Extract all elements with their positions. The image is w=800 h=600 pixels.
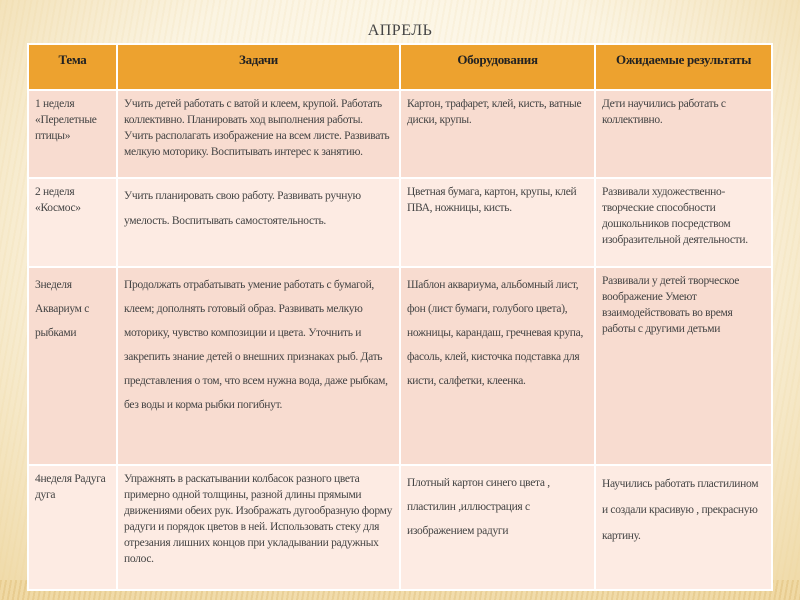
cell-tasks: Учить детей работать с ватой и клеем, крупой. Работать коллективно. Планировать ход выполнения работы. Учить располагать изображение на всем листе. Развивать мелкую моторику. Воспитывать интерес к занятию. [117, 90, 400, 178]
header-theme: Тема [28, 44, 117, 90]
table-row [28, 90, 772, 178]
cell-theme: 1 неделя «Перелетные птицы» [28, 90, 117, 178]
table-header-row [28, 44, 772, 90]
cell-equipment: Цветная бумага, картон, крупы, клей ПВА, ножницы, кисть. [400, 178, 595, 267]
header-results: Ожидаемые результаты [595, 44, 772, 90]
table-row [28, 178, 772, 267]
cell-equipment: Плотный картон синего цвета , пластилин ,иллюстрация с изображением радуги [400, 465, 595, 590]
cell-results: Научились работать пластилином и создали красивую , прекрасную картину. [595, 465, 772, 590]
plan-table [27, 43, 773, 591]
cell-equipment: Картон, трафарет, клей, кисть, ватные диски, крупы. [400, 90, 595, 178]
table-row [28, 465, 772, 590]
cell-theme: 4неделя Радуга дуга [28, 465, 117, 590]
page-title: АПРЕЛЬ [367, 22, 433, 39]
header-equipment: Оборудования [400, 44, 595, 90]
header-tasks: Задачи [117, 44, 400, 90]
cell-tasks: Упражнять в раскатывании колбасок разного цвета примерно одной толщины, разной длины прямыми движениями обеих рук. Изображать дугообразную форму радуги и порядок цветов в ней. Использовать стеку для отрезания лишних концов при укладывании радужных полос. [117, 465, 400, 590]
cell-results: Развивали художественно-творческие способности дошкольников посредством изобразительной деятельности. [595, 178, 772, 267]
table-row [28, 267, 772, 465]
cell-theme: 3неделя Аквариум с рыбками [28, 267, 117, 465]
cell-tasks: Учить планировать свою работу. Развивать ручную умелость. Воспитывать самостоятельность. [117, 178, 400, 267]
cell-results: Развивали у детей творческое воображение Умеют взаимодействовать во время работы с другими детьми [595, 267, 772, 465]
cell-theme: 2 неделя «Космос» [28, 178, 117, 267]
cell-equipment: Шаблон аквариума, альбомный лист, фон (лист бумаги, голубого цвета), ножницы, карандаш, гречневая крупа, фасоль, клей, кисточка подставка для кисти, салфетки, клеенка. [400, 267, 595, 465]
cell-results: Дети научились работать с коллективно. [595, 90, 772, 178]
cell-tasks: Продолжать отрабатывать умение работать с бумагой, клеем; дополнять готовый образ. Развивать мелкую моторику, чувство композиции и цвета. Уточнить и закрепить знание детей о внешних признаках рыб. Дать представления о том, что всем нужна вода, даже рыбкам, без воды и корма рыбки погибнут. [117, 267, 400, 465]
